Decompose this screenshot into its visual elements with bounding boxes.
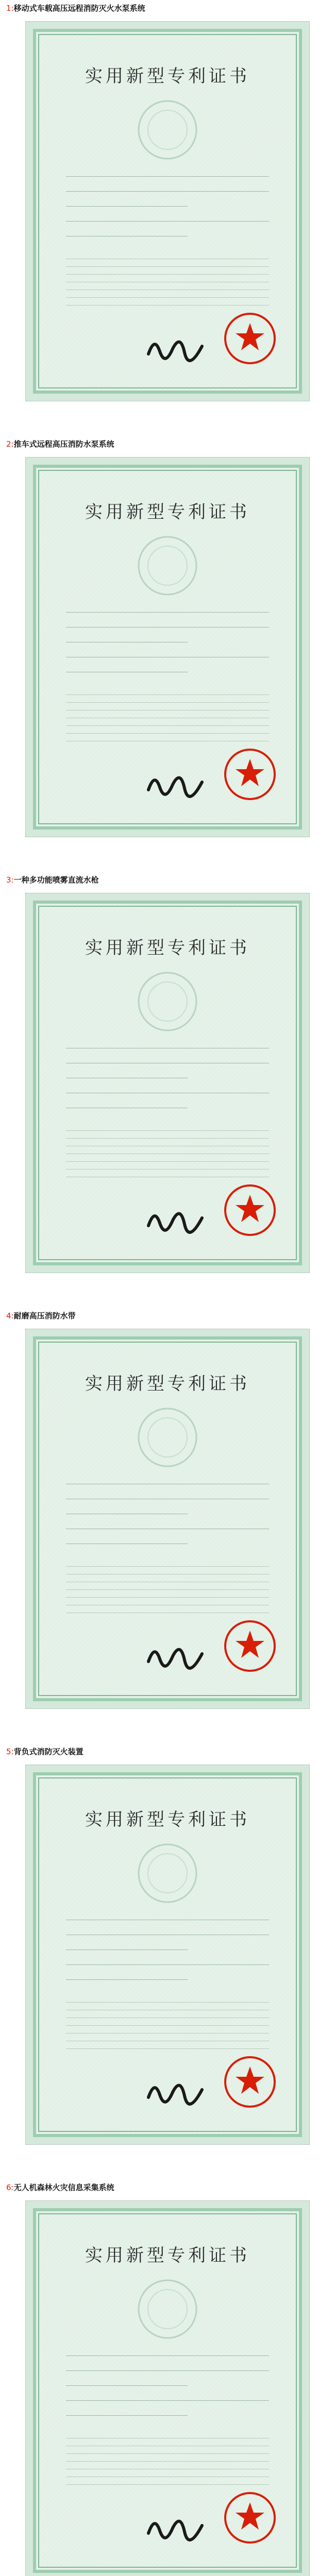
patent-certificate-image [26,457,309,837]
signature-icon [144,767,206,803]
official-seal-icon [222,1618,278,1674]
section-title: 5:背负式消防灭火装置 [6,1747,83,1756]
patent-certificate-image [26,2201,309,2576]
official-seal-icon [222,2054,278,2110]
section-title: 2:推车式远程高压消防水泵系统 [6,439,114,449]
official-seal-icon [222,746,278,803]
official-seal-icon [222,310,278,367]
signature-icon [144,1202,206,1239]
certificate-heading: 实用新型专利证书 [85,1374,250,1394]
national-emblem-icon [127,94,208,166]
certificate-heading: 实用新型专利证书 [85,2245,250,2266]
national-emblem-icon [127,530,208,602]
certificate-heading: 实用新型专利证书 [85,502,250,522]
national-emblem-icon [127,2273,208,2345]
certificate-heading: 实用新型专利证书 [85,938,250,958]
signature-icon [144,2074,206,2110]
section-title: 4:耐磨高压消防水带 [6,1311,76,1320]
patent-certificate-image [26,893,309,1273]
signature-icon [144,331,206,367]
patent-certificate-image [26,1329,309,1708]
section-title: 6:无人机森林火灾信息采集系统 [6,2183,114,2192]
section-title: 3:一种多功能喷雾直流水枪 [6,875,99,885]
section-title: 1:移动式车载高压远程消防灭火水泵系统 [6,4,145,13]
certificate-heading: 实用新型专利证书 [85,1809,250,1830]
signature-icon [144,2510,206,2546]
patent-certificate-image [26,1765,309,2144]
national-emblem-icon [127,1401,208,1473]
official-seal-icon [222,2489,278,2546]
national-emblem-icon [127,1837,208,1909]
certificate-heading: 实用新型专利证书 [85,66,250,87]
patent-certificate-image [26,22,309,401]
official-seal-icon [222,1182,278,1239]
national-emblem-icon [127,965,208,1038]
signature-icon [144,1638,206,1674]
